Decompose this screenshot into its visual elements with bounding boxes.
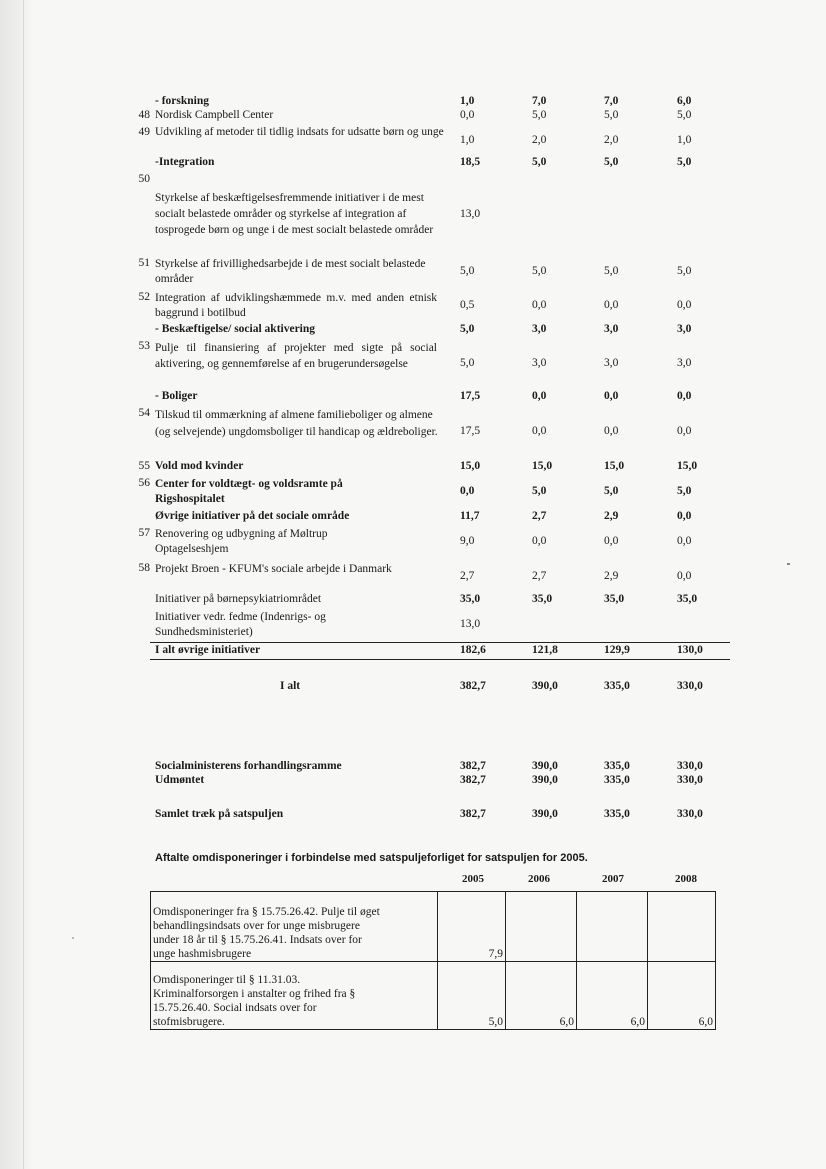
grand-total-label: I alt bbox=[280, 680, 301, 692]
row-label: Styrkelse af frivillighedsarbejde i de mest socialt belastede områder bbox=[155, 258, 426, 285]
description-line: under 18 år til § 15.75.26.41. Indsats over for bbox=[153, 934, 362, 946]
value-2005: 0,0 bbox=[460, 485, 475, 497]
row-number: 55 bbox=[138, 460, 150, 472]
value-2006: 0,0 bbox=[532, 299, 547, 311]
used-2007: 335,0 bbox=[604, 774, 630, 786]
row-label: Renovering og udbygning af Møltrup Optagelseshjem bbox=[155, 528, 328, 555]
value-2006: 0,0 bbox=[532, 390, 547, 402]
value-2007: 5,0 bbox=[604, 265, 619, 277]
reallocation-title: Aftalte omdisponeringer i forbindelse med satspuljeforliget for satspuljen for 2005. bbox=[155, 852, 588, 864]
table-row bbox=[130, 93, 730, 108]
value-2008: 3,0 bbox=[677, 323, 692, 335]
draw-2007: 335,0 bbox=[604, 808, 630, 820]
reallocation-row bbox=[151, 892, 716, 962]
total-label: I alt øvrige initiativer bbox=[155, 644, 261, 656]
grand-total-2005: 382,7 bbox=[460, 680, 486, 692]
total-2007: 129,9 bbox=[604, 644, 630, 656]
value-2006: 2,7 bbox=[532, 570, 547, 582]
row-label: - forskning bbox=[155, 95, 209, 107]
value-2006: 5,0 bbox=[532, 265, 547, 277]
value-2008: 6,0 bbox=[677, 95, 692, 107]
row-number: 53 bbox=[138, 340, 150, 352]
value-2006: 15,0 bbox=[532, 460, 553, 472]
row-label: -Integration bbox=[155, 156, 215, 168]
used-2005: 382,7 bbox=[460, 774, 486, 786]
value-2006: 2,7 bbox=[532, 510, 547, 522]
reallocation-row bbox=[151, 962, 716, 1030]
description-line: stofmisbrugere. bbox=[153, 1016, 225, 1028]
grand-total-2008: 330,0 bbox=[677, 680, 703, 692]
reallocation-value-2008 bbox=[648, 892, 716, 962]
value-2008: 1,0 bbox=[677, 134, 692, 146]
year-header: 2007 bbox=[602, 873, 624, 885]
frame-label: Socialministerens forhandlingsramme bbox=[155, 760, 342, 772]
value-2006: 5,0 bbox=[532, 485, 547, 497]
value-2007: 5,0 bbox=[604, 109, 619, 121]
frame-2007: 335,0 bbox=[604, 760, 630, 772]
value-2005: 11,7 bbox=[460, 510, 480, 522]
reallocation-value-2006: 6,0 bbox=[506, 962, 577, 1030]
table-row bbox=[130, 524, 730, 558]
reallocation-description bbox=[151, 962, 438, 1030]
row-label: Pulje til finansiering af projekter med sigte på social aktivering, og gennemførelse af en brugerundersøgelse bbox=[155, 342, 437, 370]
value-2007: 15,0 bbox=[604, 460, 625, 472]
value-2005: 0,5 bbox=[460, 299, 475, 311]
value-2006: 7,0 bbox=[532, 95, 547, 107]
frame-row bbox=[130, 759, 730, 774]
row-label: Tilskud til ommærkning af almene familieboliger og almene (og selvejende) ungdomsboliger til handicap og ældreboliger. bbox=[155, 409, 438, 438]
value-2008: 0,0 bbox=[677, 570, 692, 582]
table-row bbox=[130, 124, 730, 156]
value-2006: 3,0 bbox=[532, 323, 547, 335]
description-line: Kriminalforsorgen i anstalter og frihed fra § bbox=[153, 988, 356, 1000]
row-label: Integration af udviklingshæmmede m.v. med anden etnisk baggrund i botilbud bbox=[155, 292, 437, 319]
year-header: 2008 bbox=[675, 873, 697, 885]
value-2008: 0,0 bbox=[677, 390, 692, 402]
value-2008: 0,0 bbox=[677, 425, 692, 437]
row-number: 57 bbox=[138, 527, 150, 539]
value-2005: 0,0 bbox=[460, 109, 475, 121]
total-row bbox=[150, 642, 730, 660]
value-2007: 35,0 bbox=[604, 593, 625, 605]
value-2007: 0,0 bbox=[604, 535, 619, 547]
scan-edge-line bbox=[23, 0, 24, 1169]
row-label: Styrkelse af beskæftigelsesfremmende initiativer i de mest socialt belastede områder og styrkelse af integration af tosprogede børn og unge i de mest socialt belastede områder bbox=[155, 192, 434, 236]
used-row bbox=[130, 774, 730, 789]
scan-speck bbox=[787, 563, 790, 565]
total-2008: 130,0 bbox=[677, 644, 703, 656]
row-number: 50 bbox=[138, 173, 150, 185]
value-2008: 5,0 bbox=[677, 485, 692, 497]
row-label: Øvrige initiativer på det sociale område bbox=[155, 510, 350, 522]
total-2005: 182,6 bbox=[460, 644, 486, 656]
row-number: 49 bbox=[138, 126, 150, 138]
value-2005: 5,0 bbox=[460, 357, 475, 369]
value-2005: 17,5 bbox=[460, 425, 481, 437]
value-2007: 0,0 bbox=[604, 425, 619, 437]
table-row bbox=[130, 186, 730, 253]
value-2005: 15,0 bbox=[460, 460, 481, 472]
value-2007: 2,9 bbox=[604, 570, 619, 582]
value-2007: 7,0 bbox=[604, 95, 619, 107]
row-number: 52 bbox=[138, 291, 150, 303]
row-label: - Beskæftigelse/ social aktivering bbox=[155, 323, 316, 335]
reallocation-value-2007: 6,0 bbox=[577, 962, 648, 1030]
table-row bbox=[130, 321, 730, 338]
description-line: unge hashmisbrugere bbox=[153, 948, 252, 960]
row-label: Center for voldtægt- og voldsramte på Rigshospitalet bbox=[155, 478, 343, 505]
value-2006: 5,0 bbox=[532, 109, 547, 121]
table-row bbox=[130, 592, 730, 608]
description-line: behandlingsindsats over for unge misbrugere bbox=[153, 920, 360, 932]
row-number: 51 bbox=[138, 257, 150, 269]
draw-2006: 390,0 bbox=[532, 808, 558, 820]
spacer bbox=[130, 789, 730, 808]
value-2007: 3,0 bbox=[604, 323, 619, 335]
value-2005: 13,0 bbox=[460, 618, 481, 630]
budget-table bbox=[130, 93, 730, 823]
table-row bbox=[130, 156, 730, 172]
value-2008: 0,0 bbox=[677, 535, 692, 547]
value-2007: 5,0 bbox=[604, 485, 619, 497]
row-label: Initiativer vedr. fedme (Indenrigs- og Sundhedsministeriet) bbox=[155, 611, 326, 638]
reallocation-value-2005: 7,9 bbox=[438, 892, 506, 962]
table-row bbox=[130, 338, 730, 388]
row-number: 54 bbox=[138, 407, 150, 419]
value-2005: 13,0 bbox=[460, 208, 481, 220]
reallocation-value-2006 bbox=[506, 892, 577, 962]
row-number: 56 bbox=[138, 477, 150, 489]
value-2005: 9,0 bbox=[460, 535, 475, 547]
table-row bbox=[130, 508, 730, 524]
value-2007: 2,0 bbox=[604, 134, 619, 146]
table-row bbox=[130, 388, 730, 403]
value-2007: 0,0 bbox=[604, 390, 619, 402]
value-2006: 35,0 bbox=[532, 593, 553, 605]
value-2008: 5,0 bbox=[677, 109, 692, 121]
row-label: Initiativer på børnepsykiatriområdet bbox=[155, 593, 322, 605]
reallocation-value-2005: 5,0 bbox=[438, 962, 506, 1030]
value-2007: 3,0 bbox=[604, 357, 619, 369]
value-2006: 3,0 bbox=[532, 357, 547, 369]
value-2008: 5,0 bbox=[677, 265, 692, 277]
row-label: Nordisk Campbell Center bbox=[155, 109, 274, 121]
draw-2005: 382,7 bbox=[460, 808, 486, 820]
row-label: Vold mod kvinder bbox=[155, 460, 244, 472]
scan-speck bbox=[72, 937, 74, 939]
year-header: 2005 bbox=[462, 873, 484, 885]
scan-edge-shadow bbox=[0, 0, 34, 1169]
value-2008: 5,0 bbox=[677, 156, 692, 168]
used-2006: 390,0 bbox=[532, 774, 558, 786]
value-2007: 0,0 bbox=[604, 299, 619, 311]
draw-row bbox=[130, 808, 730, 823]
value-2005: 5,0 bbox=[460, 323, 475, 335]
value-2008: 35,0 bbox=[677, 593, 698, 605]
value-2005: 35,0 bbox=[460, 593, 481, 605]
value-2008: 0,0 bbox=[677, 299, 692, 311]
value-2005: 17,5 bbox=[460, 390, 481, 402]
value-2006: 0,0 bbox=[532, 535, 547, 547]
table-row bbox=[130, 474, 730, 508]
reallocation-value-2007 bbox=[577, 892, 648, 962]
table-row bbox=[130, 403, 730, 459]
frame-2005: 382,7 bbox=[460, 760, 486, 772]
frame-2008: 330,0 bbox=[677, 760, 703, 772]
value-2007: 5,0 bbox=[604, 156, 619, 168]
used-label: Udmøntet bbox=[155, 774, 205, 786]
value-2005: 1,0 bbox=[460, 134, 475, 146]
value-2005: 5,0 bbox=[460, 265, 475, 277]
description-line: Omdisponeringer fra § 15.75.26.42. Pulje til øget bbox=[153, 906, 380, 918]
value-2005: 18,5 bbox=[460, 156, 481, 168]
grand-total-row bbox=[130, 660, 730, 720]
used-2008: 330,0 bbox=[677, 774, 703, 786]
table-row bbox=[130, 558, 730, 592]
table-row bbox=[130, 287, 730, 321]
reallocation-value-2008: 6,0 bbox=[648, 962, 716, 1030]
row-label: - Boliger bbox=[155, 390, 198, 402]
frame-2006: 390,0 bbox=[532, 760, 558, 772]
row-label: Udvikling af metoder til tidlig indsats for udsatte børn og unge bbox=[155, 126, 444, 138]
value-2006: 2,0 bbox=[532, 134, 547, 146]
value-2008: 3,0 bbox=[677, 357, 692, 369]
spacer bbox=[130, 720, 730, 759]
table-row bbox=[130, 608, 730, 642]
draw-label: Samlet træk på satspuljen bbox=[155, 808, 284, 820]
value-2006: 0,0 bbox=[532, 425, 547, 437]
value-2007: 2,9 bbox=[604, 510, 619, 522]
total-2006: 121,8 bbox=[532, 644, 558, 656]
description-line: 15.75.26.40. Social indsats over for bbox=[153, 1002, 317, 1014]
reallocation-description bbox=[151, 892, 438, 962]
table-row bbox=[130, 459, 730, 474]
value-2005: 1,0 bbox=[460, 95, 475, 107]
table-row bbox=[130, 172, 730, 186]
table-row bbox=[130, 253, 730, 287]
value-2008: 15,0 bbox=[677, 460, 698, 472]
row-number: 48 bbox=[138, 109, 150, 121]
value-2006: 5,0 bbox=[532, 156, 547, 168]
draw-2008: 330,0 bbox=[677, 808, 703, 820]
grand-total-2007: 335,0 bbox=[604, 680, 630, 692]
year-header: 2006 bbox=[528, 873, 550, 885]
reallocation-table bbox=[150, 891, 716, 1030]
grand-total-2006: 390,0 bbox=[532, 680, 558, 692]
value-2008: 0,0 bbox=[677, 510, 692, 522]
value-2005: 2,7 bbox=[460, 570, 475, 582]
table-row bbox=[130, 108, 730, 124]
row-label: Projekt Broen - KFUM's sociale arbejde i Danmark bbox=[155, 563, 392, 575]
row-number: 58 bbox=[138, 562, 150, 574]
description-line: Omdisponeringer til § 11.31.03. bbox=[153, 974, 301, 986]
